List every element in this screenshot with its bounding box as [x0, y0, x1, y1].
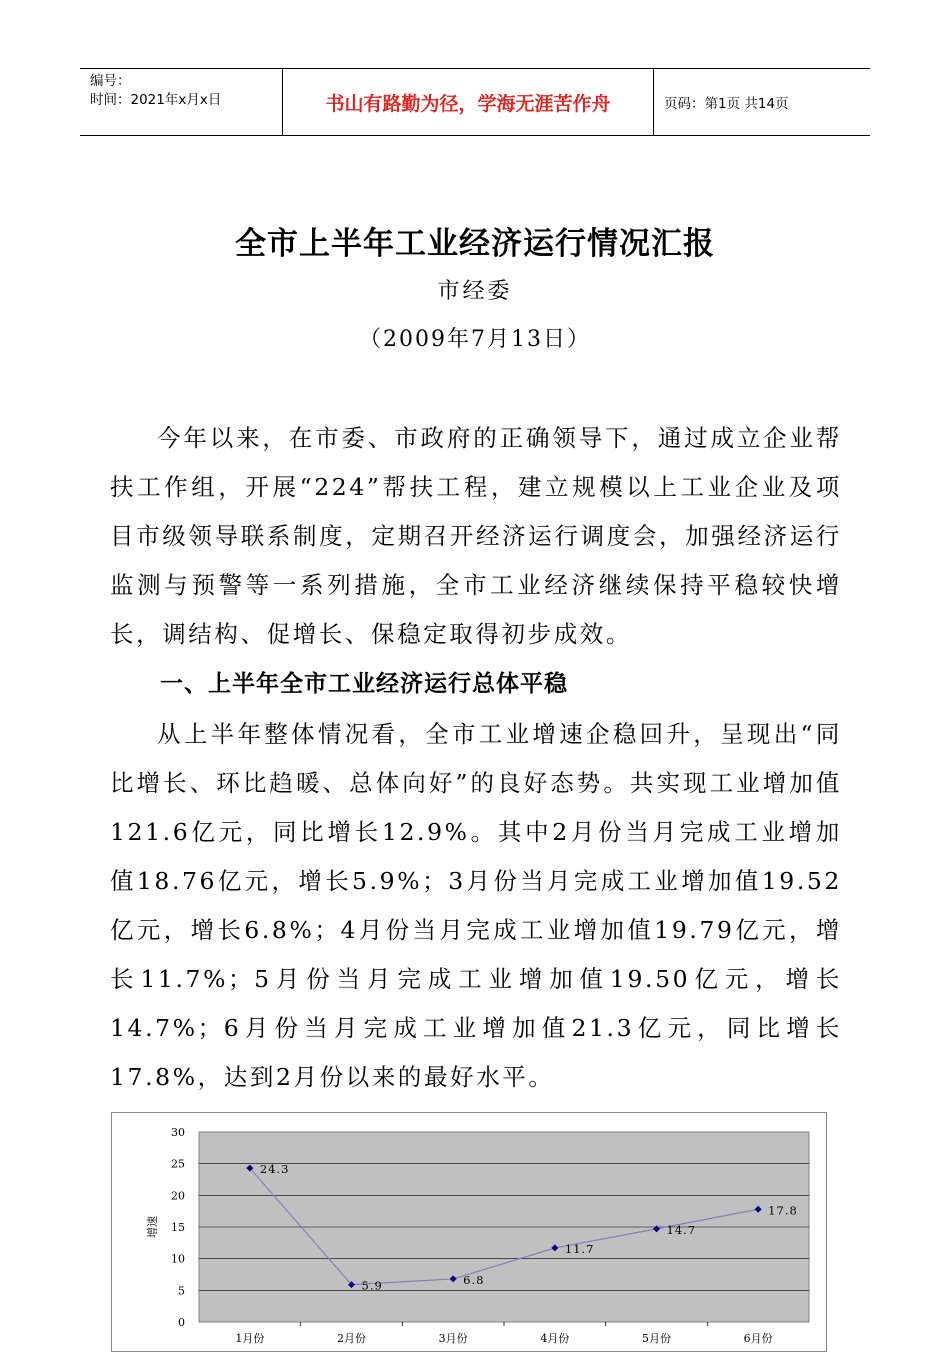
page-info: 页码：第1页 共14页	[664, 96, 789, 112]
time-label: 时间：2021年x月x日	[90, 92, 222, 108]
data-label: 6.8	[463, 1272, 485, 1287]
header-motto: 书山有路勤为径，学海无涯苦作舟	[282, 69, 654, 135]
y-tick-label: 20	[171, 1189, 185, 1203]
data-label: 11.7	[564, 1241, 595, 1256]
header-meta	[80, 69, 282, 135]
data-label: 17.8	[768, 1203, 798, 1218]
y-axis-label: 增速	[146, 1216, 159, 1238]
x-tick-label: 3月份	[438, 1332, 468, 1345]
x-tick-label: 5月份	[642, 1332, 671, 1345]
y-tick-label: 0	[178, 1316, 185, 1329]
number-label: 编号：	[90, 73, 131, 89]
intro-paragraph: 今年以来，在市委、市政府的正确领导下，通过成立企业帮扶工作组，开展“224”帮扶工程，建立规模以上工业企业及项目市级领导联系制度，定期召开经济运行调度会，加强经济运行监测与预警等一系列措施，全市工业经济继续保持平稳较快增长，调结构、促增长、保稳定取得初步成效。	[110, 424, 842, 648]
section-paragraph: 从上半年整体情况看，全市工业增速企稳回升，呈现出“同比增长、环比趋暖、总体向好”的良好态势。共实现工业增加值121.6亿元，同比增长12.9%。其中2月份当月完成工业增加值18.76亿元，增长5.9%；3月份当月完成工业增加值19.52亿元，增长6.8%；4月份当月完成工业增加值19.79亿元，增长11.7%；5月份当月完成工业增加值19.50亿元，增长14.7%；6月份当月完成工业增加值21.3亿元，同比增长17.8%，达到2月份以来的最好水平。	[110, 720, 842, 1091]
growth-chart	[111, 1112, 827, 1352]
x-tick-label: 1月份	[235, 1332, 265, 1345]
y-tick-label: 5	[178, 1284, 185, 1298]
data-label: 14.7	[666, 1222, 697, 1237]
data-label: 5.9	[361, 1278, 383, 1293]
x-tick-label: 4月份	[540, 1332, 570, 1345]
page-header	[80, 68, 870, 136]
data-label: 24.3	[259, 1162, 290, 1177]
y-tick-label: 10	[171, 1252, 185, 1266]
document-organization: 市经委	[437, 279, 513, 304]
document-date: （2009年7月13日）	[359, 327, 591, 352]
x-tick-label: 6月份	[743, 1332, 773, 1345]
y-tick-label: 30	[171, 1126, 185, 1139]
y-tick-label: 15	[171, 1221, 185, 1234]
chart-canvas	[112, 1113, 828, 1353]
section-heading: 一、上半年全市工业经济运行总体平稳	[160, 671, 568, 697]
y-tick-label: 25	[171, 1157, 185, 1171]
x-tick-label: 2月份	[337, 1332, 366, 1345]
document-title: 全市上半年工业经济运行情况汇报	[235, 226, 715, 262]
